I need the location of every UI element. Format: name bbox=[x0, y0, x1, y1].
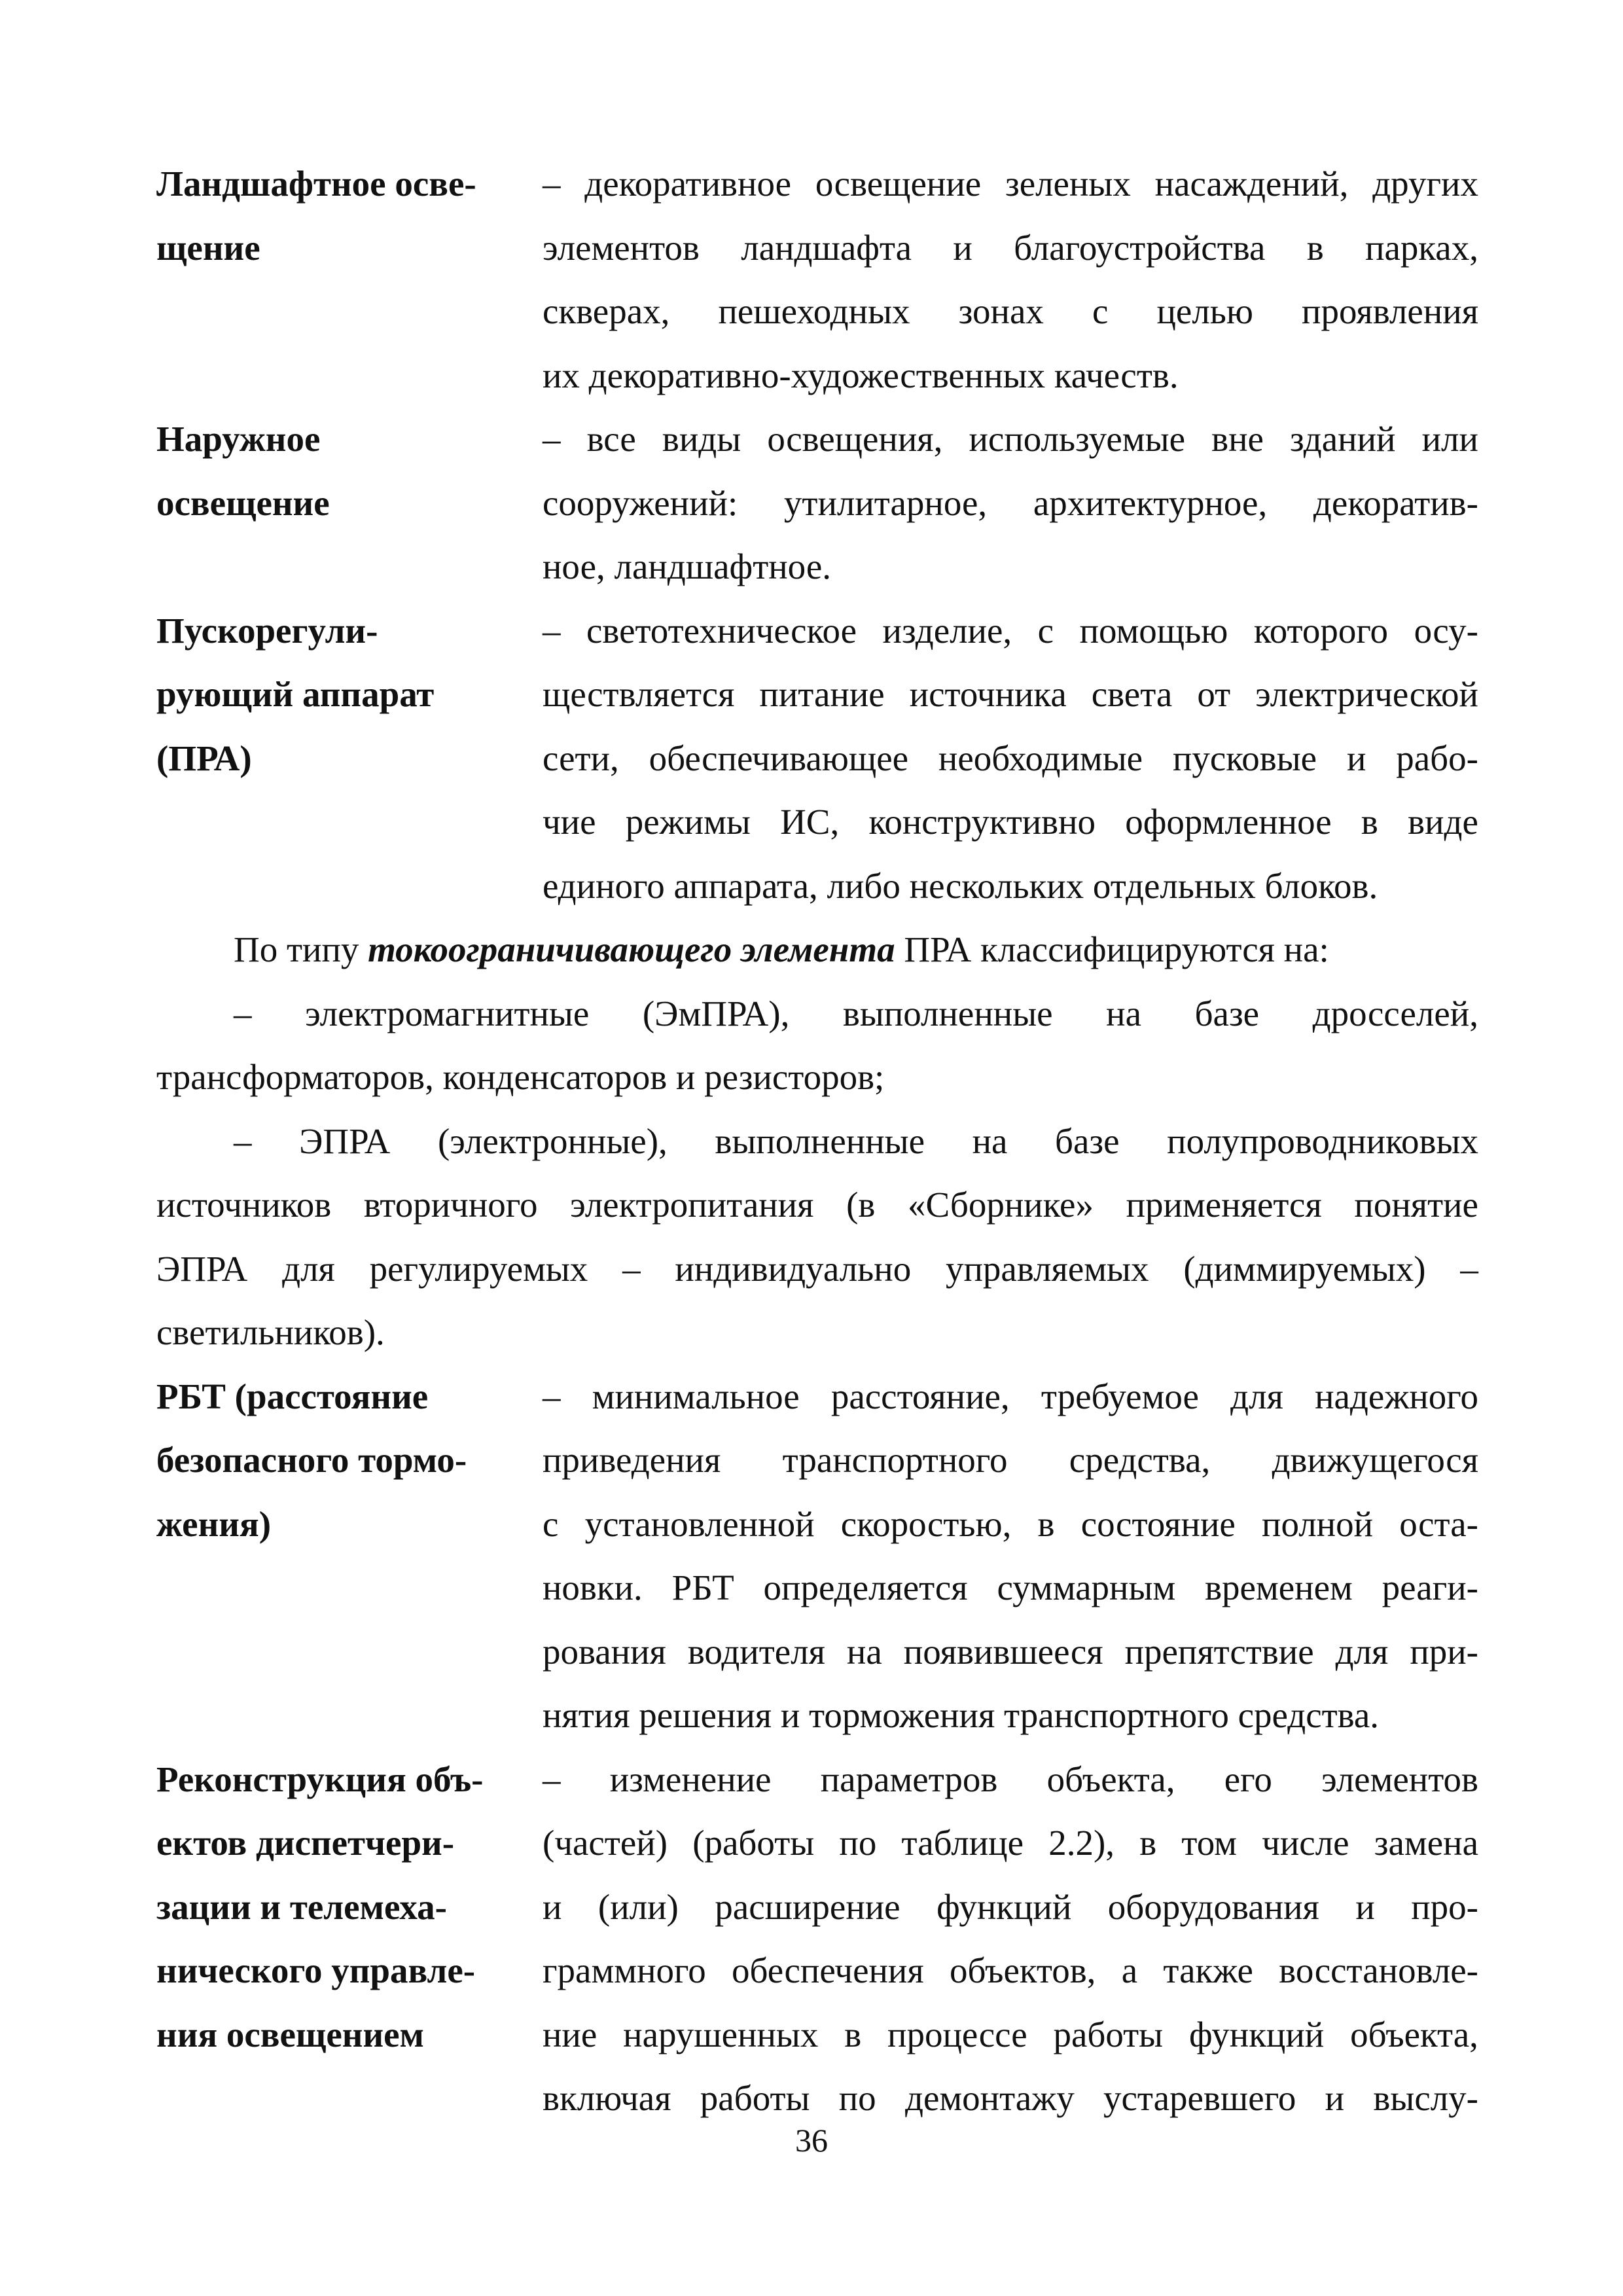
term-line: ния освещением bbox=[156, 2014, 425, 2054]
glossary-term bbox=[156, 1365, 543, 1556]
paragraph-line: – ЭПРА (электронные), выполненные на базе полупроводниковых bbox=[234, 1121, 1478, 1161]
definition-line: ществляется питание источника света от электрической bbox=[543, 674, 1478, 714]
paragraph-line: трансформаторов, конденсаторов и резисторов; bbox=[156, 1057, 885, 1097]
definition-line: элементов ландшафта и благоустройства в парках, bbox=[543, 227, 1478, 268]
glossary-entry-landscape-lighting bbox=[156, 152, 1478, 407]
term-line: рующий аппарат bbox=[156, 674, 435, 714]
definition-line: (частей) (работы по таблице 2.2), в том числе замена bbox=[543, 1823, 1478, 1863]
glossary-entry-outdoor-lighting bbox=[156, 407, 1478, 599]
definition-line: с установленной скоростью, в состояние полной оста- bbox=[543, 1503, 1478, 1544]
definition-line: включая работы по демонтажу устаревшего и выслу- bbox=[543, 2078, 1478, 2118]
page-number: 36 bbox=[795, 2122, 828, 2159]
definition-line: единого аппарата, либо нескольких отдельных блоков. bbox=[543, 865, 1378, 906]
definition-line: ние нарушенных в процессе работы функций объекта, bbox=[543, 2014, 1478, 2054]
definition-line: их декоративно-художественных качеств. bbox=[543, 355, 1179, 395]
term-line: освещение bbox=[156, 482, 330, 523]
paragraph-line: источников вторичного электропитания (в «Сборнике» применяется понятие bbox=[156, 1185, 1478, 1225]
definition-line: нятия решения и торможения транспортного средства. bbox=[543, 1695, 1380, 1735]
definition-line: – минимальное расстояние, требуемое для надежного bbox=[543, 1376, 1478, 1416]
document-page bbox=[156, 152, 1478, 2130]
term-line: щение bbox=[156, 227, 260, 268]
glossary-definition bbox=[543, 1365, 1478, 1748]
paragraph-line: – электромагнитные (ЭмПРА), выполненные на базе дросселей, bbox=[234, 993, 1478, 1033]
definition-line: рования водителя на появившееся препятствие для при- bbox=[543, 1631, 1478, 1672]
definition-line: чие режимы ИС, конструктивно оформленное в виде bbox=[543, 802, 1478, 842]
term-line: жения) bbox=[156, 1503, 272, 1544]
glossary-definition bbox=[543, 599, 1478, 918]
classification-intro bbox=[156, 918, 1478, 982]
definition-line: – изменение параметров объекта, его элементов bbox=[543, 1759, 1478, 1799]
definition-line: и (или) расширение функций оборудования и про- bbox=[543, 1886, 1478, 1927]
glossary-term bbox=[156, 599, 543, 791]
term-line: ектов диспетчери- bbox=[156, 1823, 455, 1863]
intro-text: По типу bbox=[234, 929, 368, 969]
glossary-definition bbox=[543, 152, 1478, 407]
definition-line: приведения транспортного средства, движущегося bbox=[543, 1440, 1478, 1480]
paragraph-line: светильников). bbox=[156, 1312, 385, 1352]
glossary-entry-ballast bbox=[156, 599, 1478, 918]
term-line: РБТ (расстояние bbox=[156, 1376, 429, 1416]
term-line: Пускорегули- bbox=[156, 610, 378, 651]
term-line: безопасного тормо- bbox=[156, 1440, 467, 1480]
glossary-term bbox=[156, 152, 543, 279]
definition-line: сооружений: утилитарное, архитектурное, декоратив- bbox=[543, 482, 1478, 523]
term-line: нического управле- bbox=[156, 1950, 476, 1990]
definition-line: – все виды освещения, используемые вне зданий или bbox=[543, 419, 1478, 459]
term-line: (ПРА) bbox=[156, 738, 252, 778]
term-line: Наружное bbox=[156, 419, 321, 459]
definition-line: граммного обеспечения объектов, а также восстановле- bbox=[543, 1950, 1478, 1990]
glossary-entry-safe-braking-distance bbox=[156, 1365, 1478, 1748]
intro-text: ПРА классифицируются на: bbox=[895, 929, 1329, 969]
glossary-term bbox=[156, 407, 543, 535]
definition-line: новки. РБТ определяется суммарным временем реаги- bbox=[543, 1568, 1478, 1607]
glossary-entry-reconstruction bbox=[156, 1748, 1478, 2130]
classification-item-electromagnetic bbox=[156, 982, 1478, 1109]
term-line: Реконструкция объ- bbox=[156, 1759, 484, 1799]
glossary-definition bbox=[543, 1748, 1478, 2130]
definition-line: – светотехническое изделие, с помощью которого осу- bbox=[543, 610, 1478, 651]
term-line: Ландшафтное осве- bbox=[156, 164, 476, 204]
classification-item-electronic bbox=[156, 1109, 1478, 1365]
intro-emphasis: токоограничивающего элемента bbox=[368, 929, 895, 969]
glossary-term bbox=[156, 1748, 543, 2067]
definition-line: сети, обеспечивающее необходимые пусковые и рабо- bbox=[543, 738, 1478, 778]
definition-line: скверах, пешеходных зонах с целью проявления bbox=[543, 291, 1478, 331]
glossary-definition bbox=[543, 407, 1478, 599]
paragraph-line: ЭПРА для регулируемых – индивидуально управляемых (диммируемых) – bbox=[156, 1248, 1478, 1289]
definition-line: ное, ландшафтное. bbox=[543, 547, 831, 586]
term-line: зации и телемеха- bbox=[156, 1886, 447, 1927]
definition-line: – декоративное освещение зеленых насаждений, других bbox=[543, 164, 1478, 204]
